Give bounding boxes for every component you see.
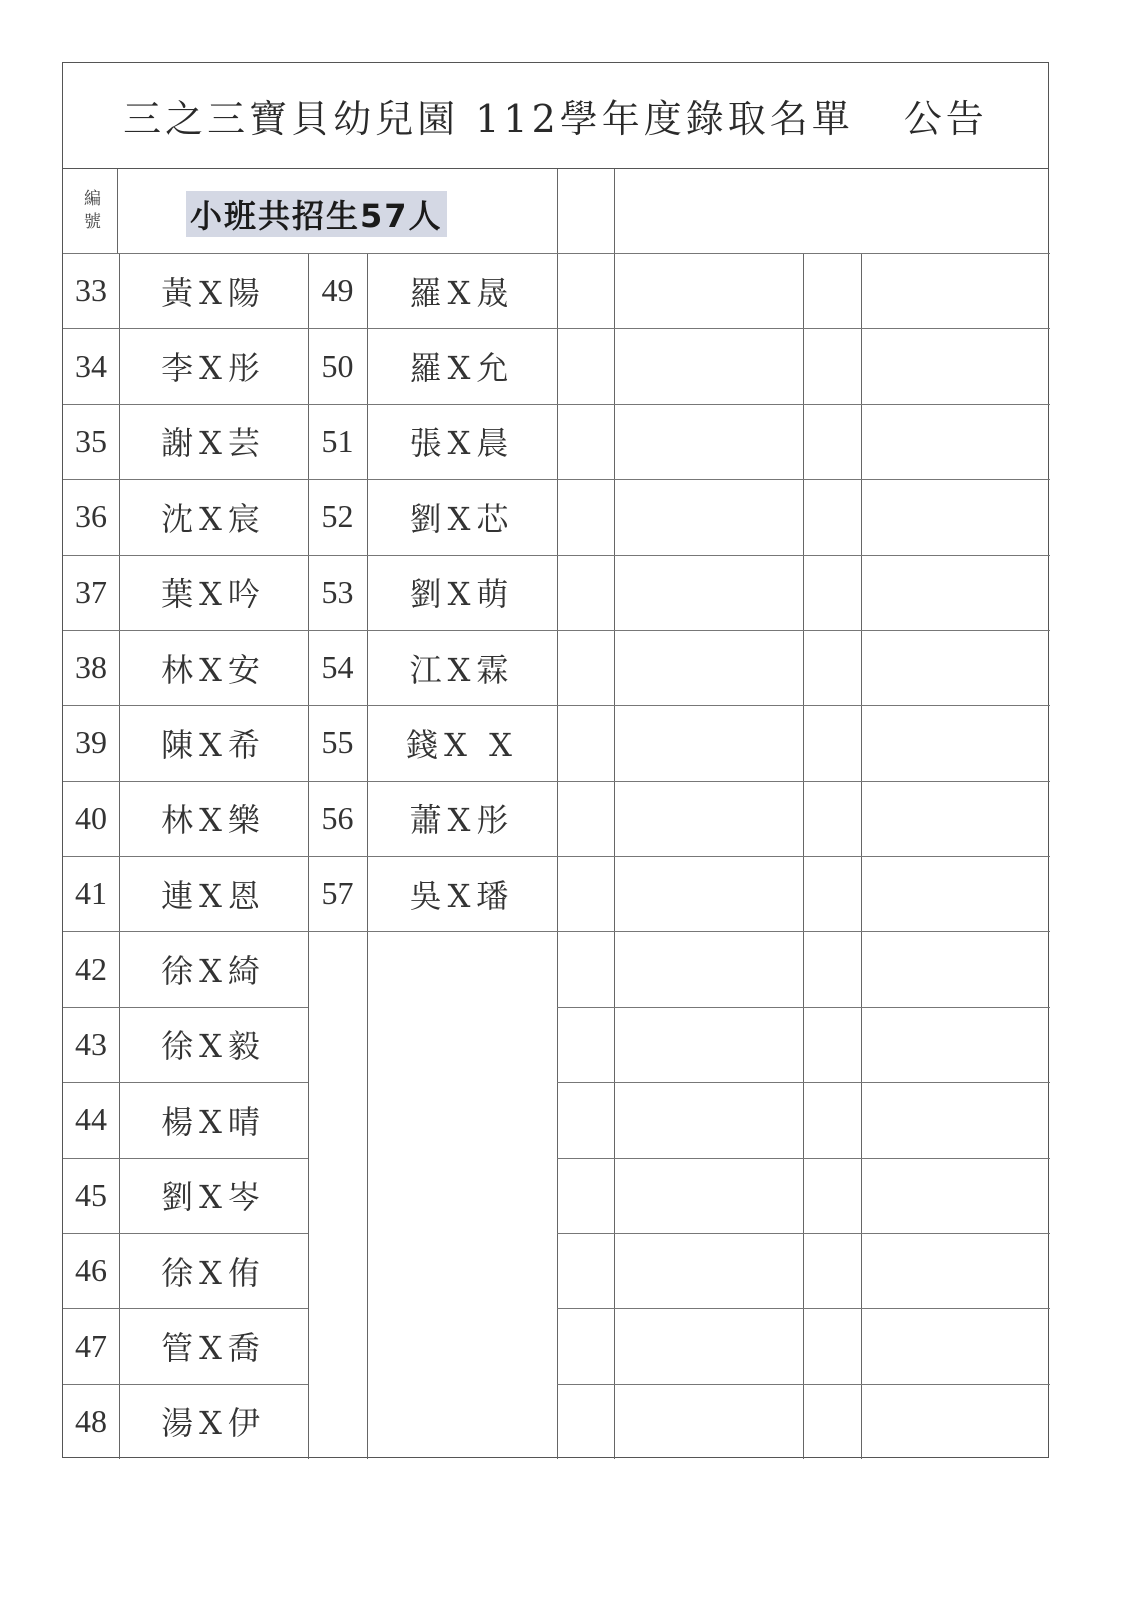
entry-number: 56 <box>321 799 354 836</box>
entry-number: 34 <box>75 347 107 384</box>
entry-name: 黃X陽 <box>161 273 266 312</box>
entry-name: 連X恩 <box>161 876 266 915</box>
entry-name: 徐X毅 <box>161 1027 266 1066</box>
entry-name: 江X霖 <box>409 650 515 689</box>
entry-number: 52 <box>321 498 354 535</box>
entry-number: 55 <box>321 724 354 761</box>
entry-number: 35 <box>75 422 107 459</box>
entry-name: 徐X綺 <box>161 952 266 991</box>
entry-number: 57 <box>321 875 354 912</box>
entry-name: 劉X芯 <box>409 499 515 538</box>
entry-number: 50 <box>321 347 354 384</box>
title-suffix: 公告 <box>903 97 988 141</box>
entry-name: 湯X伊 <box>161 1404 266 1443</box>
entry-name: 蕭X彤 <box>409 801 515 840</box>
entry-number: 38 <box>75 649 107 686</box>
entry-number: 42 <box>75 950 107 987</box>
entry-number: 44 <box>75 1101 107 1138</box>
grid-horizontal-rule <box>557 555 1050 556</box>
grid-vertical-rule <box>117 169 118 253</box>
entry-number: 40 <box>75 799 107 836</box>
entry-name: 劉X岑 <box>161 1178 266 1217</box>
entry-name: 謝X芸 <box>161 424 266 463</box>
entry-number: 43 <box>75 1025 107 1062</box>
entry-number: 37 <box>75 573 107 610</box>
entry-number: 33 <box>75 272 107 309</box>
entry-name: 陳X希 <box>161 725 266 764</box>
entry-number: 41 <box>75 875 107 912</box>
entry-name: 羅X晟 <box>409 273 515 312</box>
entry-name: 吳X璠 <box>409 876 515 915</box>
entry-number: 49 <box>321 272 354 309</box>
entry-number: 46 <box>75 1252 107 1289</box>
number-header: 編號 <box>80 189 100 235</box>
entry-name: 劉X萌 <box>409 575 515 614</box>
entry-name: 楊X晴 <box>161 1102 266 1141</box>
grid-horizontal-rule <box>557 705 1050 706</box>
entry-name: 張X晨 <box>409 424 515 463</box>
grid-horizontal-rule <box>557 1158 1050 1159</box>
grid-vertical-rule <box>614 169 615 1459</box>
grid-horizontal-rule <box>557 1007 1050 1008</box>
entry-name: 林X樂 <box>161 801 266 840</box>
grid-horizontal-rule <box>557 328 1050 329</box>
grid-horizontal-rule <box>557 630 1050 631</box>
grid-horizontal-rule <box>557 479 1050 480</box>
entry-number: 54 <box>321 649 354 686</box>
class-heading: 小班共招生57人 <box>186 191 447 237</box>
entry-name: 李X彤 <box>161 349 266 388</box>
grid-horizontal-rule <box>308 931 557 932</box>
entry-name: 管X喬 <box>161 1329 266 1367</box>
grid-horizontal-rule <box>557 404 1050 405</box>
grid-horizontal-rule <box>557 1308 1050 1309</box>
grid-horizontal-rule <box>557 1233 1050 1234</box>
title-main: 三之三寶貝幼兒園 112學年度錄取名單 <box>123 97 854 141</box>
entry-number: 48 <box>75 1402 107 1439</box>
entry-name: 葉X吟 <box>161 575 266 614</box>
roster-sheet <box>62 62 1049 1458</box>
grid-horizontal-rule <box>557 931 1050 932</box>
entry-number: 53 <box>321 573 354 610</box>
grid-horizontal-rule <box>557 1384 1050 1385</box>
entry-name: 沈X宸 <box>161 499 266 538</box>
entry-number: 39 <box>75 724 107 761</box>
grid-vertical-rule <box>557 169 558 1459</box>
document-title <box>123 88 988 143</box>
entry-number: 45 <box>75 1176 107 1213</box>
grid-horizontal-rule <box>557 1082 1050 1083</box>
entry-name: 徐X侑 <box>161 1253 266 1292</box>
entry-number: 47 <box>75 1327 107 1364</box>
entry-name: 林X安 <box>161 650 266 689</box>
entry-name: 羅X允 <box>409 349 515 388</box>
entry-number: 51 <box>321 422 354 459</box>
grid-horizontal-rule <box>557 781 1050 782</box>
entry-number: 36 <box>75 498 107 535</box>
title-row <box>63 63 1048 169</box>
grid-horizontal-rule <box>557 856 1050 857</box>
entry-name: 錢X X <box>406 725 518 764</box>
